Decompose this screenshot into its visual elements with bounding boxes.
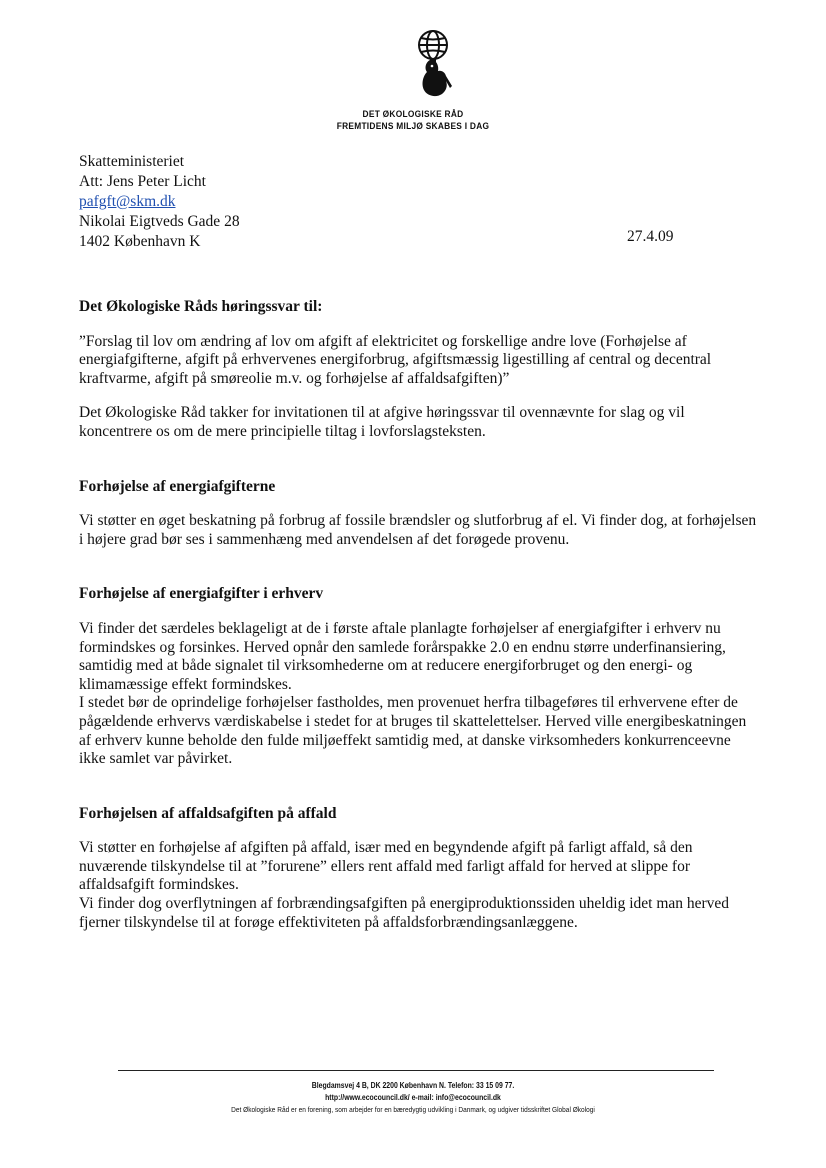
- section-paragraph: Vi støtter en forhøjelse af afgiften på affald, især med en begyndende afgift på farligt affald, så den nuværende tilskyndelse til at ”forurene” ellers rent affald med farligt affald for herved at slippe for affaldsafgift formindskes.: [79, 839, 693, 894]
- section-paragraph: Vi støtter en øget beskatning på forbrug af fossile brændsler og slutforbrug af el. Vi finder dog, at forhøjelsen i højere grad bør ses i sammenhæng med anvendelsen af det forøgede provenu.: [79, 512, 757, 548]
- letter-date: 27.4.09: [627, 228, 674, 245]
- recipient-email-link[interactable]: pafgft@skm.dk: [79, 193, 176, 210]
- footer-about: Det Økologiske Råd er en forening, som arbejder for en bæredygtig udvikling i Danmark, og udgiver tidsskriftet Global Økologi: [231, 1105, 595, 1114]
- section-paragraph: Vi finder det særdeles beklageligt at de i første aftale planlagte forhøjelser af energiafgifter i erhverv nu formindskes og forsinkes. Herved opnår den samlede forårspakke 2.0 en endnu større underfinansiering, samtidig med at både signalet til virksomhederne om at reducere energiforbruget og den energi- og klimamæssige effekt formindskes.: [79, 619, 726, 693]
- recipient-name: Skatteministeriet: [79, 153, 185, 170]
- section-heading: Forhøjelse af energiafgifterne: [79, 477, 276, 495]
- recipient-city: 1402 København K: [79, 233, 201, 250]
- recipient-attention: Att: Jens Peter Licht: [79, 173, 206, 190]
- footer-address: Blegdamsvej 4 B, DK 2200 København N. Telefon: 33 15 09 77.: [311, 1081, 515, 1090]
- recipient-street: Nikolai Eigtveds Gade 28: [79, 213, 240, 230]
- document-title: Det Økologiske Råds høringssvar til:: [79, 298, 323, 315]
- intro-quote: ”Forslag til lov om ændring af lov om afgift af elektricitet og forskellige andre love (Forhøjelse af energiafgifterne, afgift på erhvervenes energiforbrug, afgiftsmæssig ligestilling af central og decentral kraftvarme, afgift på smøreolie m.v. og forhøjelse af affaldsafgiften)”: [79, 332, 712, 387]
- recipient-address: [79, 152, 240, 252]
- section-heading: Forhøjelsen af affaldsafgiften på affald: [79, 804, 337, 822]
- section-heading: Forhøjelse af energiafgifter i erhverv: [79, 585, 324, 603]
- org-name: DET ØKOLOGISKE RÅD: [362, 109, 464, 120]
- globe-bird-logo-icon: [408, 28, 458, 108]
- intro-text: Det Økologiske Råd takker for invitationen til at afgive høringssvar til ovennævnte for slag og vil koncentrere os om de mere principielle tiltag i lovforslagsteksten.: [79, 404, 685, 440]
- footer-web-email: http://www.ecocouncil.dk/ e-mail: info@ecocouncil.dk: [325, 1093, 501, 1102]
- section-paragraph: I stedet bør de oprindelige forhøjelser fastholdes, men provenuet herfra tilbageføres til erhvervene efter de pågældende erhvervs værdiskabelse i stedet for at bruges til skattelettelser. Herved ville energibeskatningen af erhverv kunne beholde den fulde miljøeffekt samtidig med, at danske virksomheders konkurrenceevne ikke samlet var påvirket.: [79, 694, 747, 768]
- letter-body: [79, 298, 759, 932]
- footer-divider: [118, 1070, 714, 1071]
- org-slogan: FREMTIDENS MILJØ SKABES I DAG: [336, 121, 490, 132]
- section-paragraph: Vi finder dog overflytningen af forbrændingsafgiften på energiproduktionssiden uheldig idet man herved fjerner tilskyndelse til at forøge effektiviteten på affaldsforbrændingsanlæggene.: [79, 895, 730, 931]
